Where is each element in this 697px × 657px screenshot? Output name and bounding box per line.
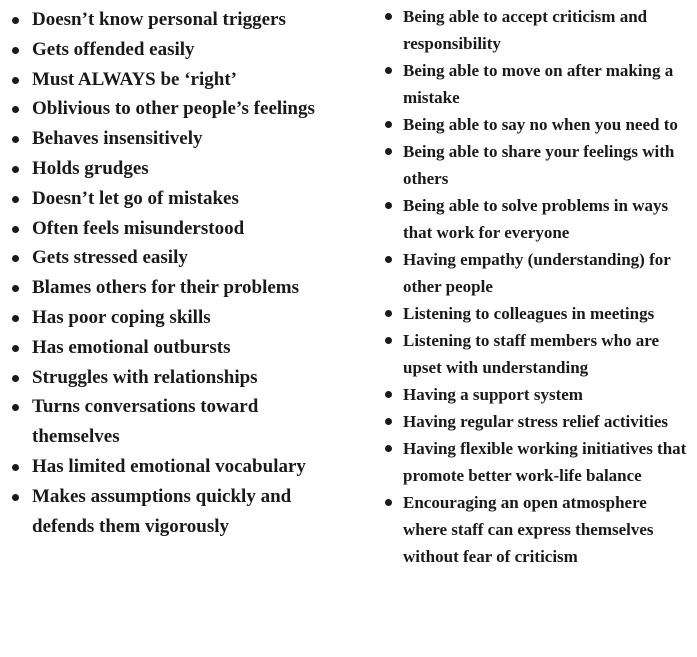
list-item: Listening to colleagues in meetings xyxy=(372,300,694,327)
list-item: Being able to solve problems in ways that work for everyone xyxy=(372,192,694,246)
list-item: Having regular stress relief activities xyxy=(372,408,694,435)
list-item: Struggles with relationships xyxy=(0,363,340,393)
list-item: Has emotional outbursts xyxy=(0,333,340,363)
list-item: Often feels misunderstood xyxy=(0,214,340,244)
list-item: Listening to staff members who are upset with understanding xyxy=(372,327,694,381)
list-item: Being able to accept criticism and responsibility xyxy=(372,3,694,57)
high-eq-practices-list xyxy=(372,0,694,570)
low-eq-traits-list xyxy=(0,0,340,541)
list-item: Having a support system xyxy=(372,381,694,408)
list-item: Behaves insensitively xyxy=(0,124,340,154)
list-item: Has poor coping skills xyxy=(0,303,340,333)
list-item: Must ALWAYS be ‘right’ xyxy=(0,65,340,95)
list-item: Having flexible working initiatives that promote better work-life balance xyxy=(372,435,694,489)
list-item: Doesn’t let go of mistakes xyxy=(0,184,340,214)
list-item: Oblivious to other people’s feelings xyxy=(0,94,340,124)
list-item: Makes assumptions quickly and defends them vigorously xyxy=(0,482,340,542)
list-item: Turns conversations toward themselves xyxy=(0,392,340,452)
list-item: Has limited emotional vocabulary xyxy=(0,452,340,482)
list-item: Encouraging an open atmosphere where staff can express themselves without fear of criticism xyxy=(372,489,694,570)
list-item: Having empathy (understanding) for other people xyxy=(372,246,694,300)
list-item: Being able to say no when you need to xyxy=(372,111,694,138)
list-item: Being able to share your feelings with others xyxy=(372,138,694,192)
list-item: Holds grudges xyxy=(0,154,340,184)
list-item: Gets stressed easily xyxy=(0,243,340,273)
list-item: Doesn’t know personal triggers xyxy=(0,5,340,35)
list-item: Being able to move on after making a mistake xyxy=(372,57,694,111)
list-item: Blames others for their problems xyxy=(0,273,340,303)
list-item: Gets offended easily xyxy=(0,35,340,65)
